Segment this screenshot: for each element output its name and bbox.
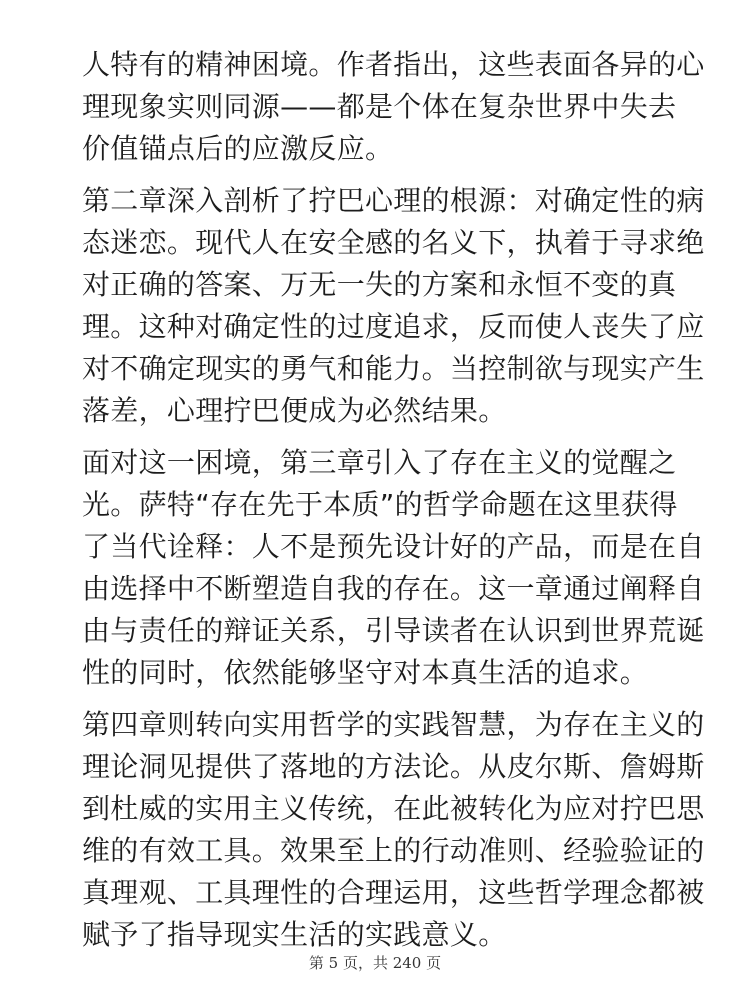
text-line: 落差，心理拧巴便成为必然结果。 — [82, 394, 507, 427]
text-line: 由选择中不断塑造自我的存在。这一章通过阐释自 — [82, 572, 705, 605]
paragraph-1 — [82, 44, 705, 170]
paragraph-2 — [82, 180, 705, 432]
text-line: 光。萨特“存在先于本质”的哲学命题在这里获得 — [82, 488, 678, 521]
text-line: 性的同时，依然能够坚守对本真生活的追求。 — [82, 656, 649, 689]
paragraph-3 — [82, 442, 705, 694]
text-line: 到杜威的实用主义传统，在此被转化为应对拧巴思 — [82, 792, 705, 825]
text-line: 由与责任的辩证关系，引导读者在认识到世界荒诞 — [82, 614, 705, 647]
text-line: 了当代诠释：人不是预先设计好的产品，而是在自 — [82, 530, 705, 563]
text-line: 理现象实则同源——都是个体在复杂世界中失去 — [82, 90, 677, 123]
text-line: 第二章深入剖析了拧巴心理的根源：对确定性的病 — [82, 184, 705, 217]
body-text — [82, 44, 705, 966]
text-line: 价值锚点后的应激反应。 — [82, 132, 394, 165]
text-line: 赋予了指导现实生活的实践意义。 — [82, 918, 507, 951]
text-line: 理论洞见提供了落地的方法论。从皮尔斯、詹姆斯 — [82, 750, 705, 783]
paragraph-4 — [82, 704, 705, 956]
text-line: 真理观、工具理性的合理运用，这些哲学理念都被 — [82, 876, 705, 909]
text-line: 态迷恋。现代人在安全感的名义下，执着于寻求绝 — [82, 226, 705, 259]
text-line: 面对这一困境，第三章引入了存在主义的觉醒之 — [82, 446, 677, 479]
text-line: 对不确定现实的勇气和能力。当控制欲与现实产生 — [82, 352, 705, 385]
text-line: 第四章则转向实用哲学的实践智慧，为存在主义的 — [82, 708, 705, 741]
text-line: 人特有的精神困境。作者指出，这些表面各异的心 — [82, 48, 705, 81]
text-line: 对正确的答案、万无一失的方案和永恒不变的真 — [82, 268, 677, 301]
text-line: 理。这种对确定性的过度追求，反而使人丧失了应 — [82, 310, 705, 343]
page-number-footer: 第 5 页，共 240 页 — [308, 954, 442, 972]
text-line: 维的有效工具。效果至上的行动准则、经验验证的 — [82, 834, 705, 867]
